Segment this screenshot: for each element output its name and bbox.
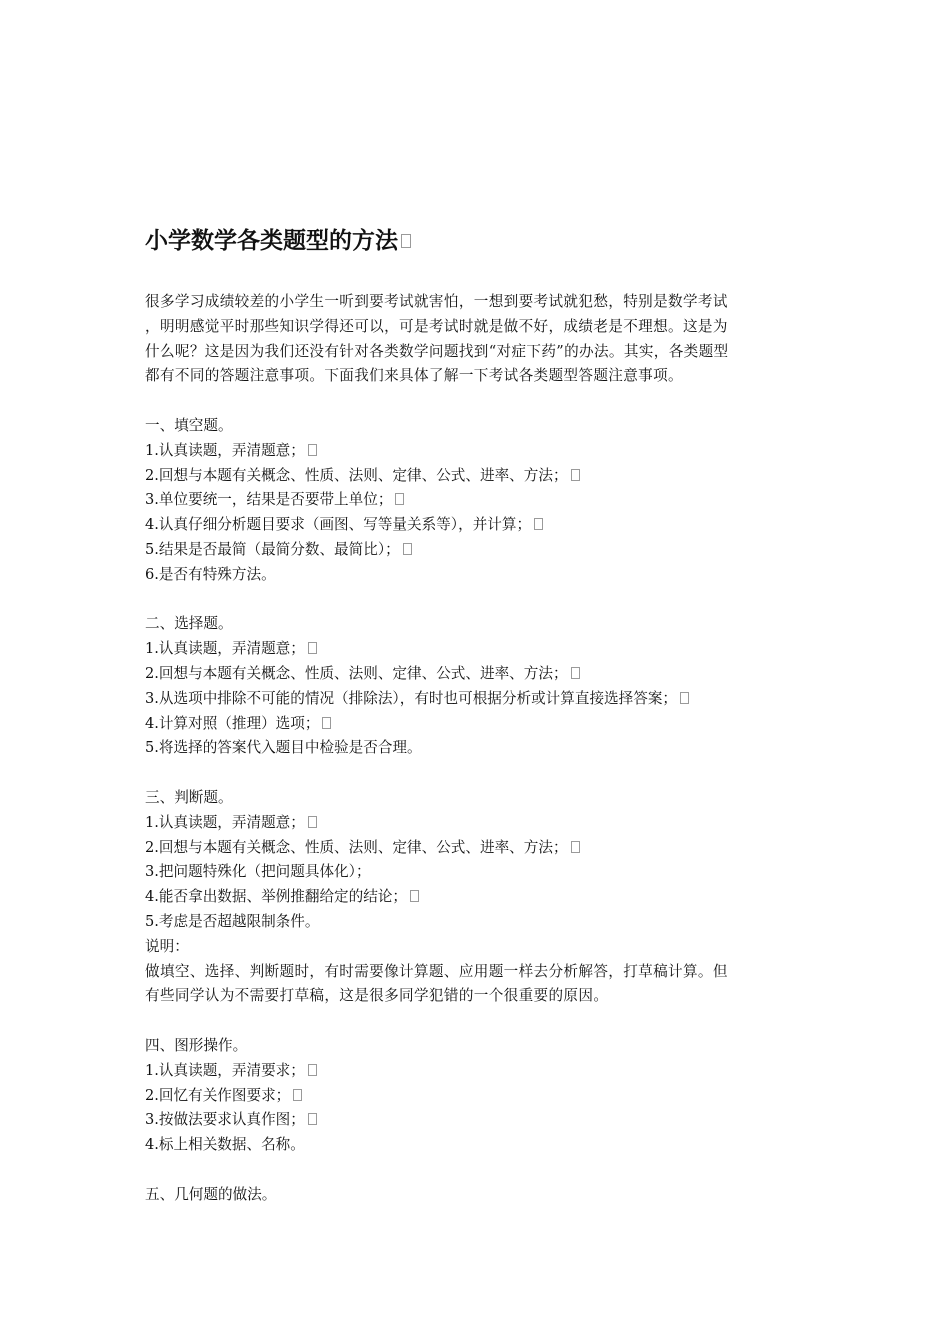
section-heading: 二、选择题。 [145,615,233,633]
list-item-text: 5.考虑是否超越限制条件。 [145,912,320,930]
list-item-text: 3.把问题特殊化（把问题具体化）； [145,863,371,881]
spacer [145,761,805,786]
list-item-text: 1.认真读题，弄清题意； [145,813,305,831]
section-fill-in-blank [145,414,805,588]
section-multiple-choice [145,612,805,761]
paragraph-mark-icon [308,642,317,654]
intro-paragraph [145,290,805,389]
list-item [145,662,805,687]
list-item-text: 2.回想与本题有关概念、性质、法则、定律、公式、进率、方法； [145,466,568,484]
paragraph-mark-icon [571,667,580,679]
list-item [145,811,805,836]
list-item [145,563,805,588]
paragraph-mark-icon [308,1064,317,1076]
list-item [145,1059,805,1084]
list-item [145,488,805,513]
paragraph-mark-icon [403,543,412,555]
list-item-text: 3.单位要统一，结果是否要带上单位； [145,491,393,509]
spacer [145,588,805,613]
paragraph-mark-icon [680,692,689,704]
list-item [145,439,805,464]
list-item [145,836,805,861]
list-item [145,712,805,737]
note-line: 有些同学认为不需要打草稿，这是很多同学犯错的一个很重要的原因。 [145,987,609,1005]
list-item-text: 2.回忆有关作图要求； [145,1086,291,1104]
list-item [145,885,805,910]
paragraph-mark-icon [571,841,580,853]
spacer [145,1009,805,1034]
paragraph-mark-icon [395,493,404,505]
section-heading: 五、几何题的做法。 [145,1185,277,1203]
paragraph-mark-icon [308,1113,317,1125]
document-title [145,224,411,258]
list-item-text: 5.结果是否最简（最简分数、最简比）； [145,540,400,558]
paragraph-mark-icon [308,444,317,456]
intro-line: 什么呢？这是因为我们还没有针对各类数学问题找到“对症下药”的办法。其实，各类题型 [145,342,729,360]
list-item-text: 2.回想与本题有关概念、性质、法则、定律、公式、进率、方法； [145,838,568,856]
intro-line: ，明明感觉平时那些知识学得还可以，可是考试时就是做不好，成绩老是不理想。这是为 [145,317,728,335]
section-geometry-problems [145,1183,805,1208]
spacer [145,1158,805,1183]
list-item [145,736,805,761]
document-body [145,290,805,1207]
list-item [145,538,805,563]
section-true-false [145,786,805,1009]
list-item-text: 4.计算对照（推理）选项； [145,714,320,732]
section-heading: 三、判断题。 [145,788,233,806]
list-item [145,860,805,885]
section-heading: 一、填空题。 [145,416,233,434]
section-geometry-drawing [145,1034,805,1158]
paragraph-mark-icon [401,234,411,248]
list-item-text: 1.认真读题，弄清要求； [145,1061,305,1079]
list-item [145,1084,805,1109]
list-item-text: 3.按做法要求认真作图； [145,1111,305,1129]
list-item-text: 6.是否有特殊方法。 [145,565,276,583]
list-item-text: 3.从选项中排除不可能的情况（排除法），有时也可根据分析或计算直接选择答案； [145,689,678,707]
paragraph-mark-icon [322,717,331,729]
list-item-text: 4.认真仔细分析题目要求（画图、写等量关系等），并计算； [145,516,532,534]
list-item-text: 1.认真读题，弄清题意； [145,441,305,459]
list-item-text: 2.回想与本题有关概念、性质、法则、定律、公式、进率、方法； [145,664,568,682]
paragraph-mark-icon [308,816,317,828]
list-item [145,687,805,712]
note-label: 说明： [145,937,189,955]
paragraph-mark-icon [293,1089,302,1101]
paragraph-mark-icon [534,518,543,530]
paragraph-mark-icon [410,890,419,902]
paragraph-mark-icon [571,469,580,481]
list-item-text: 1.认真读题，弄清题意； [145,640,305,658]
list-item-text: 5.将选择的答案代入题目中检验是否合理。 [145,739,422,757]
list-item [145,464,805,489]
note-line: 做填空、选择、判断题时，有时需要像计算题、应用题一样去分析解答，打草稿计算。但 [145,962,728,980]
list-item [145,513,805,538]
list-item [145,1108,805,1133]
spacer [145,389,805,414]
list-item-text: 4.标上相关数据、名称。 [145,1136,305,1154]
list-item [145,910,805,935]
section-heading: 四、图形操作。 [145,1036,248,1054]
intro-line: 很多学习成绩较差的小学生一听到要考试就害怕，一想到要考试就犯愁，特别是数学考试 [145,293,728,310]
list-item [145,1133,805,1158]
title-text: 小学数学各类题型的方法 [145,227,398,254]
intro-line: 都有不同的答题注意事项。下面我们来具体了解一下考试各类题型答题注意事项。 [145,367,683,385]
list-item-text: 4.能否拿出数据、举例推翻给定的结论； [145,888,408,906]
list-item [145,637,805,662]
